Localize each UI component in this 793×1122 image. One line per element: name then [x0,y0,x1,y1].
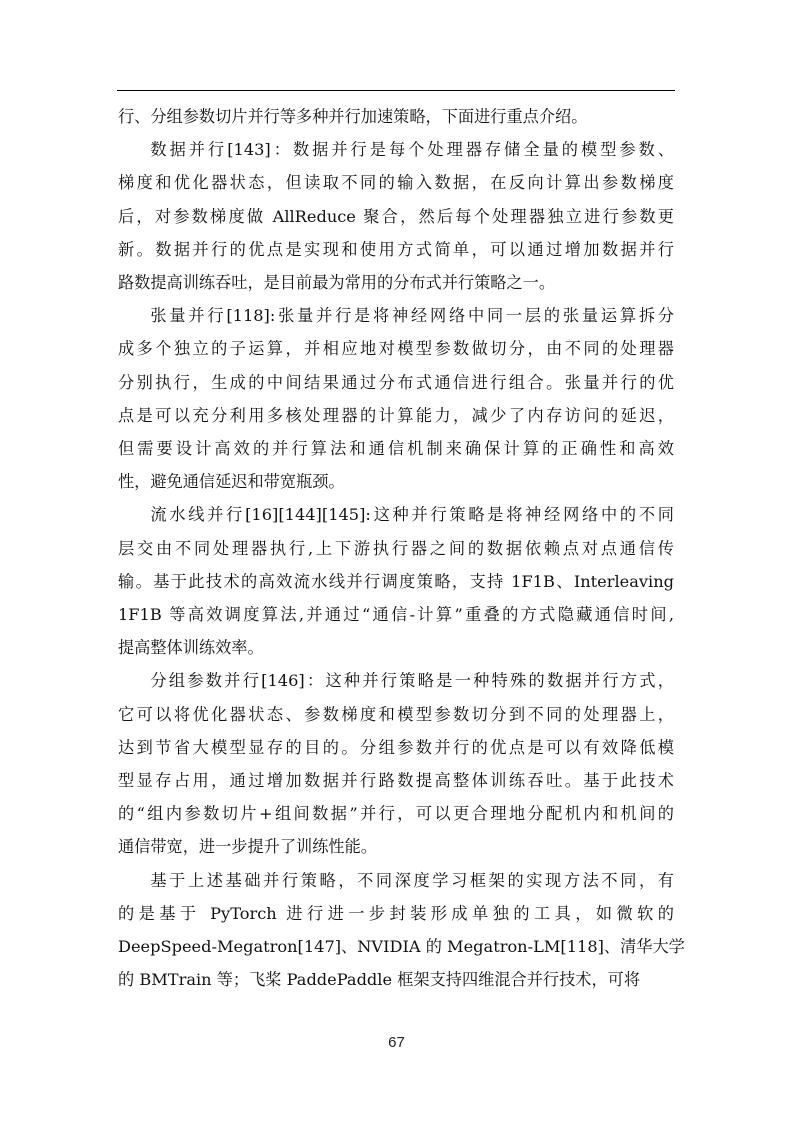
text-line: 路数提高训练吞吐，是目前最为常用的分布式并行策略之一。 [118,273,556,293]
text-line: 型显存占用，通过增加数据并行路数提高整体训练吞吐。基于此技术 [118,771,674,791]
paragraph-data-parallel [118,133,674,299]
paragraph-frameworks [118,864,685,997]
text-line: 新。数据并行的优点是实现和使用方式简单，可以通过增加数据并行 [118,239,674,259]
text-line: 梯度和优化器状态，但读取不同的输入数据，在反向计算出参数梯度 [118,173,674,193]
text-line: 通信带宽，进一步提升了训练性能。 [118,837,377,857]
text-line: 基于上述基础并行策略，不同深度学习框架的实现方法不同，有 [150,870,674,890]
text-line: 的是基于 PyTorch 进行进一步封装形成单独的工具，如微软的 [118,903,674,923]
header-rule [117,90,675,91]
text-line: 张量并行[118]:张量并行是将神经网络中同一层的张量运算拆分 [150,306,674,326]
page-number: 67 [388,1034,405,1051]
text-line: 但需要设计高效的并行算法和通信机制来确保计算的正确性和高效 [118,439,674,459]
text-line: 性，避免通信延迟和带宽瓶颈。 [118,472,345,492]
text-line: 提高整体训练效率。 [118,638,264,658]
paragraph-tensor-parallel [118,299,674,498]
text-line: 的 BMTrain 等；飞桨 PaddePaddle 框架支持四维混合并行技术，可将 [118,970,641,990]
text-line: 的“组内参数切片+组间数据”并行，可以更合理地分配机内和机间的 [118,804,674,824]
paragraph-pipeline-parallel [118,498,674,664]
page-body [118,100,685,996]
text-line: 成多个独立的子运算，并相应地对模型参数做切分，由不同的处理器 [118,339,674,359]
text-line: 输。基于此技术的高效流水线并行调度策略，支持 1F1B、Interleaving [118,571,674,591]
text-line: 后，对参数梯度做 AllReduce 聚合，然后每个处理器独立进行参数更 [118,206,674,226]
paragraph-group-sharded-parallel [118,664,674,863]
text-line: 达到节省大模型显存的目的。分组参数并行的优点是可以有效降低模 [118,737,674,757]
text-line: 1F1B 等高效调度算法,并通过“通信-计算”重叠的方式隐藏通信时间, [118,605,674,625]
text-line: 行、分组参数切片并行等多种并行加速策略，下面进行重点介绍。 [118,107,588,126]
text-line: DeepSpeed-Megatron[147]、NVIDIA 的 Megatron-LM[118]、清华大学 [118,937,685,957]
text-line: 它可以将优化器状态、参数梯度和模型参数切分到不同的处理器上， [118,704,674,724]
text-line: 分别执行，生成的中间结果通过分布式通信进行组合。张量并行的优 [118,372,674,392]
paragraph-intro-tail [118,100,674,133]
text-line: 点是可以充分利用多核处理器的计算能力，减少了内存访问的延迟， [118,405,674,425]
text-line: 层交由不同处理器执行,上下游执行器之间的数据依赖点对点通信传 [118,538,674,558]
text-line: 分组参数并行[146]：这种并行策略是一种特殊的数据并行方式， [150,671,674,691]
text-line: 数据并行[143]：数据并行是每个处理器存储全量的模型参数、 [150,140,674,160]
text-line: 流水线并行[16][144][145]:这种并行策略是将神经网络中的不同 [150,505,674,525]
